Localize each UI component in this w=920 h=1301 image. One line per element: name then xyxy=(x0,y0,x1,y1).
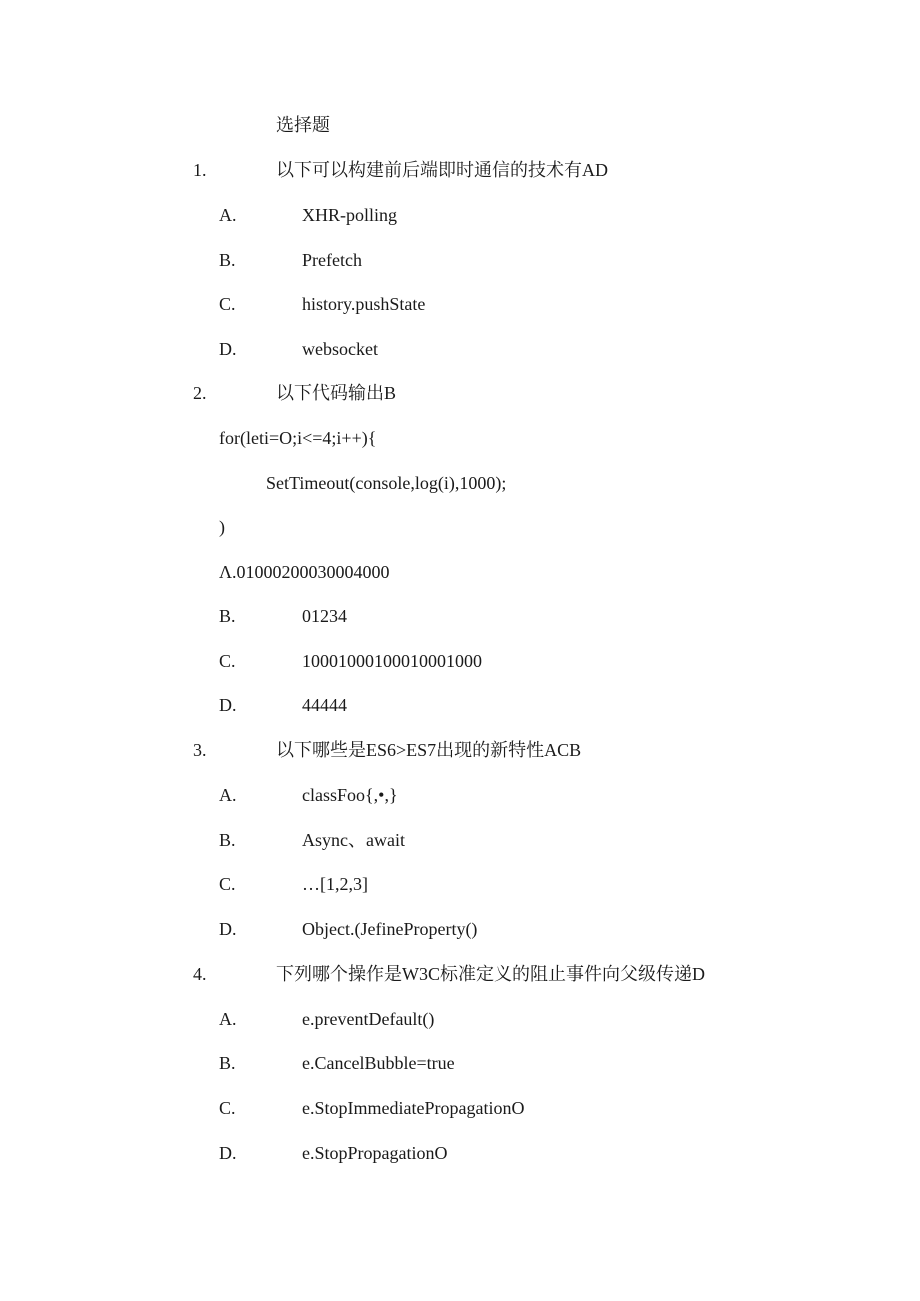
option-a-inline: Λ.01000200030004000 xyxy=(219,562,390,582)
question-text: 下列哪个操作是W3C标准定义的阻止事件向父级传递D xyxy=(276,964,705,984)
option-text: XHR-polling xyxy=(302,205,398,225)
option-letter: D. xyxy=(219,339,237,359)
question-text: 以下代码输出B xyxy=(276,383,397,403)
code-line: ) xyxy=(219,517,225,537)
question-text: 以下可以构建前后端即时通信的技术有AD xyxy=(276,160,608,180)
option-letter: D. xyxy=(219,1143,237,1163)
section-title: 选择题 xyxy=(276,115,330,135)
option-letter: B. xyxy=(219,830,236,850)
option-letter: D. xyxy=(219,919,237,939)
option-text: websocket xyxy=(302,339,378,359)
option-letter: B. xyxy=(219,250,236,270)
question-number: 4. xyxy=(193,964,207,984)
option-text: e.StopImmediatePropagationO xyxy=(302,1098,525,1118)
option-letter: C. xyxy=(219,1098,236,1118)
option-text: e.StopPropagationO xyxy=(302,1143,448,1163)
question-number: 3. xyxy=(193,740,207,760)
option-text: 01234 xyxy=(302,606,347,626)
question-number: 1. xyxy=(193,160,207,180)
option-letter: D. xyxy=(219,695,237,715)
option-text: classFoo{,•,} xyxy=(302,785,398,805)
option-letter: C. xyxy=(219,651,236,671)
option-text: e.preventDefault() xyxy=(302,1009,435,1029)
option-text: 10001000100010001000 xyxy=(302,651,482,671)
code-line: for(leti=O;i<=4;i++){ xyxy=(219,428,377,448)
option-letter: B. xyxy=(219,606,236,626)
option-text: Prefetch xyxy=(302,250,362,270)
option-text: history.pushState xyxy=(302,294,426,314)
option-text: …[1,2,3] xyxy=(302,874,368,894)
option-letter: C. xyxy=(219,294,236,314)
option-letter: C. xyxy=(219,874,236,894)
option-letter: A. xyxy=(219,1009,237,1029)
code-line: SetTimeout(console,log(i),1000); xyxy=(266,473,507,493)
question-number: 2. xyxy=(193,383,207,403)
option-text: Object.(JefineProperty() xyxy=(302,919,478,939)
question-text: 以下哪些是ES6>ES7出现的新特性ACB xyxy=(276,740,582,760)
option-letter: B. xyxy=(219,1053,236,1073)
option-letter: A. xyxy=(219,785,237,805)
option-text: 44444 xyxy=(302,695,347,715)
option-text: e.CancelBubble=true xyxy=(302,1053,455,1073)
option-text: Async、await xyxy=(302,830,405,850)
option-letter: A. xyxy=(219,205,237,225)
